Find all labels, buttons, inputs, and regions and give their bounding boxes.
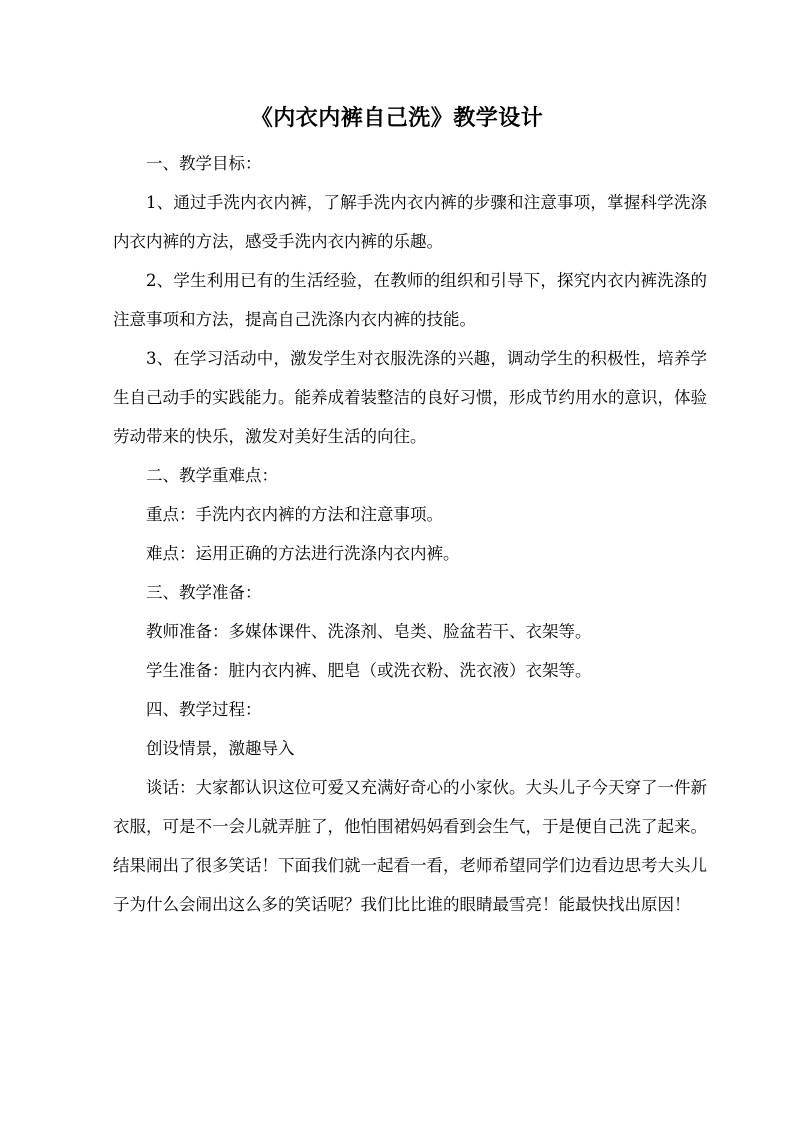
teacher-preparation-paragraph: 教师准备：多媒体课件、洗涤剂、皂类、脸盆若干、衣架等。: [146, 622, 592, 641]
section-heading-objectives: 一、教学目标：: [146, 154, 262, 173]
section-heading-key-points: 二、教学重难点：: [146, 466, 278, 485]
difficult-point-paragraph: 难点：运用正确的方法进行洗涤内衣内裤。: [146, 544, 460, 563]
document-title: 《内衣内裤自己洗》教学设计: [250, 105, 544, 131]
section-heading-preparation: 三、教学准备：: [146, 583, 262, 602]
objective-paragraph-3: 3、在学习活动中，激发学生对衣服洗涤的兴趣，调动学生的积极性，培养学生自己动手的实践能力。能养成着装整洁的良好习惯，形成节约用水的意识，体验劳动带来的快乐，激发对美好生活的向往。: [113, 349, 707, 446]
student-preparation-paragraph: 学生准备：脏内衣内裤、肥皂（或洗衣粉、洗衣液）衣架等。: [146, 661, 592, 680]
process-subheading: 创设情景，激趣导入: [146, 739, 295, 758]
document-body: [113, 144, 707, 924]
objective-paragraph-2: 2、学生利用已有的生活经验，在教师的组织和引导下，探究内衣内裤洗涤的注意事项和方法，提高自己洗涤内衣内裤的技能。: [113, 271, 707, 329]
dialogue-paragraph: 谈话：大家都认识这位可爱又充满好奇心的小家伙。大头儿子今天穿了一件新衣服，可是不一会儿就弄脏了，他怕围裙妈妈看到会生气，于是便自己洗了起来。结果闹出了很多笑话！下面我们就一起看一看，老师希望同学们边看边思考大头儿子为什么会闹出这么多的笑话呢？我们比比谁的眼睛最雪亮！能最快找出原因！: [113, 778, 707, 914]
objective-paragraph-1: 1、通过手洗内衣内裤，了解手洗内衣内裤的步骤和注意事项，掌握科学洗涤内衣内裤的方法，感受手洗内衣内裤的乐趣。: [113, 193, 707, 251]
section-heading-process: 四、教学过程：: [146, 700, 262, 719]
key-point-paragraph: 重点：手洗内衣内裤的方法和注意事项。: [146, 505, 443, 524]
